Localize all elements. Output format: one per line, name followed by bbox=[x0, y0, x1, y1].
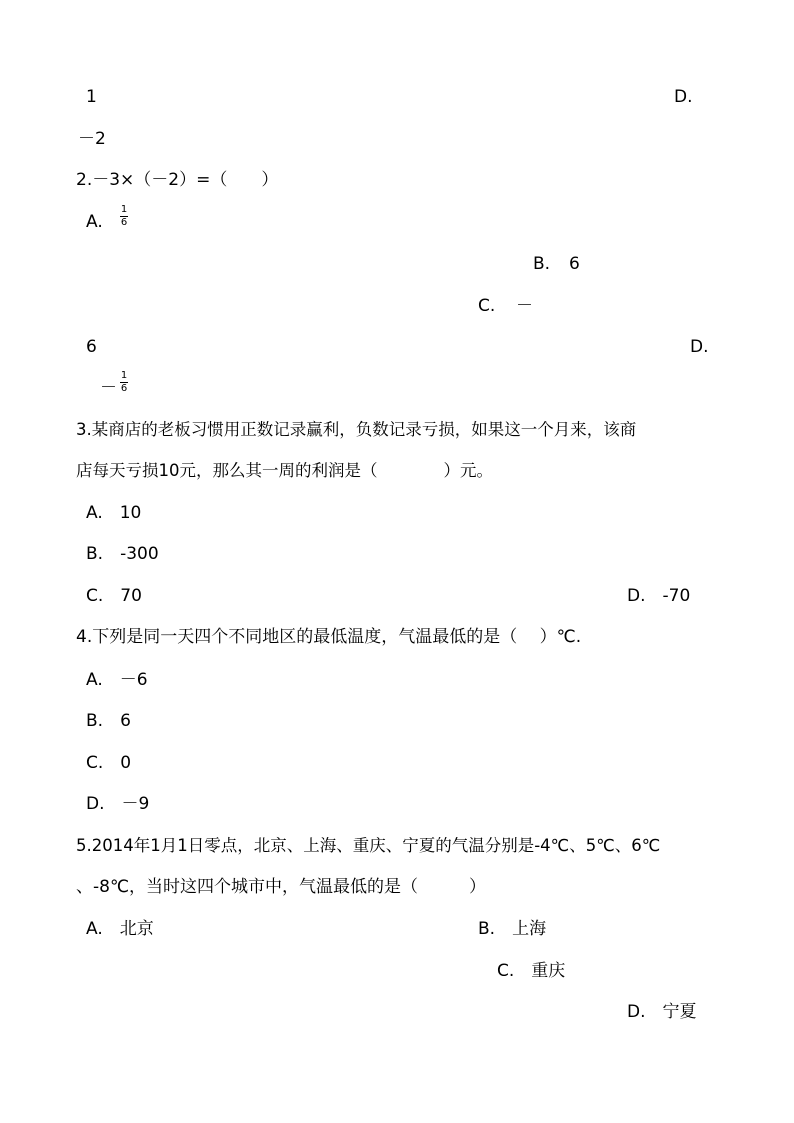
q2-option-d-sign: － bbox=[100, 378, 117, 398]
q4-stem: 4.下列是同一天四个不同地区的最低温度，气温最低的是（ ）℃. bbox=[76, 627, 582, 647]
q3-option-d: D. -70 bbox=[627, 586, 691, 606]
q5-stem-line1: 5.2014年1月1日零点，北京、上海、重庆、宁夏的气温分别是-4℃、5℃、6℃ bbox=[76, 836, 661, 855]
q3-option-a: A. 10 bbox=[86, 503, 142, 523]
q2-option-a-label: A. bbox=[86, 212, 103, 232]
q4-option-c: C. 0 bbox=[86, 753, 132, 773]
q2-option-b-label: B. bbox=[533, 254, 551, 274]
q4-option-a: A. －6 bbox=[86, 670, 148, 690]
q5-option-a: A. 北京 bbox=[86, 919, 154, 939]
fraction-numerator: 1 bbox=[120, 370, 128, 381]
q4-option-d: D. －9 bbox=[86, 794, 150, 814]
q5-option-c: C. 重庆 bbox=[497, 961, 566, 981]
q2-option-d-label: D. bbox=[690, 337, 709, 357]
q3-option-c: C. 70 bbox=[86, 586, 142, 606]
q3-option-b: B. -300 bbox=[86, 544, 159, 564]
fraction-denominator: 6 bbox=[120, 383, 128, 394]
fraction-denominator: 6 bbox=[120, 217, 128, 228]
q2-option-a-fraction bbox=[120, 205, 128, 228]
q3-stem-line2: 店每天亏损10元，那么其一周的利润是（ ）元。 bbox=[76, 461, 493, 480]
q2-stem: 2.－3×（－2）=（ ） bbox=[76, 170, 279, 190]
q3-stem-line1: 3.某商店的老板习惯用正数记录赢利，负数记录亏损，如果这一个月来，该商 bbox=[76, 420, 637, 439]
q5-stem-line2: 、-8℃，当时这四个城市中，气温最低的是（ ） bbox=[76, 877, 487, 897]
q5-option-b: B. 上海 bbox=[478, 919, 547, 939]
q1-option-a-tail: 1 bbox=[86, 87, 97, 107]
q1-option-d-label: D. bbox=[674, 87, 693, 107]
q5-option-d: D. 宁夏 bbox=[627, 1002, 697, 1022]
q2-option-b-value: 6 bbox=[569, 254, 580, 274]
fraction-numerator: 1 bbox=[120, 204, 128, 215]
q4-option-b: B. 6 bbox=[86, 711, 131, 731]
q2-option-c-tail: 6 bbox=[86, 337, 97, 357]
q2-option-c-label: C. bbox=[478, 296, 496, 316]
q2-option-d-fraction bbox=[120, 371, 128, 394]
q1-option-d-value: －2 bbox=[78, 129, 106, 149]
q2-option-c-value: － bbox=[516, 296, 533, 316]
